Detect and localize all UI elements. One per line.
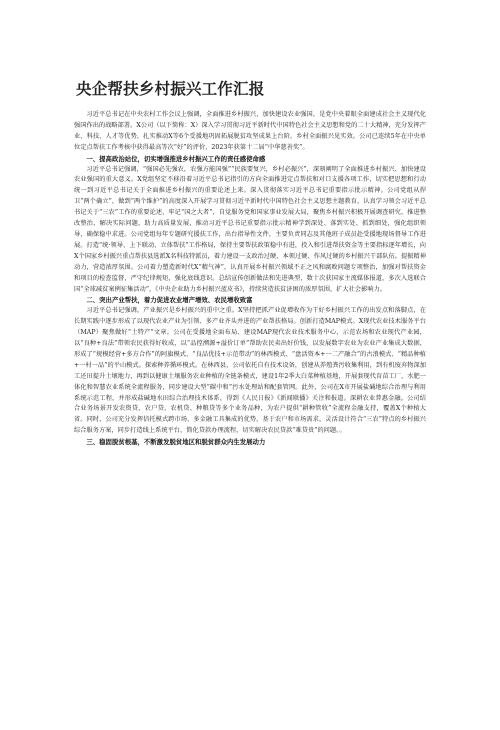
section-body-2: 习近平总书记强调，产业振兴是乡村振兴的重中之重。X坚持把抓产业促增收作为干好乡村振兴工作的出发点和落脚点，在长期实践中逐步形成了以现代农业产业为引领、多产业齐头并进的产业帮扶格局。创新打造MAP模式。X现代农业技术服务平台（MAP）聚焦做好“土特产”文章。公司在受援地全面布局、建设MAP现代农业技术服务中心、示范农场和农业现代产业园，以“良种+良法”带领农民获得好收成，以“品控溯源+溢价订单”帮助农民卖出好价钱，以发展数字农业为农业产业集成大数据，形成了“规模经营+多方合作”的阿旗模式、“良品优技+示范带动”的林西模式、“盘活资本+一二产融合”的古浪模式、“精品种植+一村一品”的平山模式。探索种养循环模式。在林西县，公司依托自有技术设备，创建从养殖粪污收集利用，到有机废弃物深加工还田提升土壤地力，再到以健康土壤服务农业种植的全链条模式，建设1年2季大白菜种植基地，开展套现代育苗工厂、水肥一体化和智慧农业系统全流程服务，同步建设大型“碳中和”污水处理站和配套管网。此外，公司在X市开展盐碱地综合治理与利用系统示范工程，并形成盐碱地水田综合治理技术体系，得到《人民日报》《新闻联播》关注和报道。深耕农业普惠金融。公司结合业务场景开发农资贷、农户贷、农机贷、种粮贷等多个业务品种，为农户提供“耕种管收”全流程金融支持，覆盖X个种植大省。同时，公司充分发挥信托模式跨市场、多金融工具集成的优势，基于农户和市场需求，灵活设计符合“三农”特点的乡村振兴综合服务方案，同步打造线上系统平台，简化贷款办理流程，切实解决农民贷款“难贷贵”的问题。。 [74,307,426,435]
page-title: 央企帮扶乡村振兴工作汇报 [76,80,265,98]
section-heading-1: 一、提高政治站位，切实增强推进乡村振兴工作的责任感使命感 [86,154,266,163]
intro-paragraph: 习近平总书记在中央农村工作会议上强调，全面推进乡村振兴，加快建设农业强国，是党中央着眼全面建成社会主义现代化强国作出的战略部署。X公司（以下简称：X）深入学习贯彻习近平新时代中国特色社会主义思想和党的二十大精神，充分发挥产业、科技、人才等优势，扎实推动X等6个受援地巩固拓展脱贫攻坚成果上台阶，乡村全面振兴见实效。公司已连续5年在中央单位定点帮扶工作考核中获得最高等次“好”的评价，2023年获第十二届“中华慈善奖”。 [74,111,426,151]
document-body [74,110,426,730]
section-body-1: 习近平总书记强调，“强国必先强农，农强方能国强”“民族要复兴，乡村必振兴”，深刻阐明了全面推进乡村振兴、加快建设农业强国的重大意义。X党组坚定不移沿着习近平总书记指引的方向全面推进定点帮扶和对口支援各项工作，切实把思想和行动统一到习近平总书记关于全面推进乡村振兴的重要论述上来。深入贯彻落实习近平总书记重要指示批示精神。公司党组从捍卫“两个确立”，做到“两个维护”的高度深入开展学习贯彻习近平新时代中国特色社会主义思想主题教育，认真学习领会习近平总书记关于“三农”工作的重要论述，牢记“国之大者”，自觉服务党和国家事业发展大局，聚焦乡村振兴积极开展调查研究、推进整改整治、解决实际问题、助力高质量发展，推动习近平总书记重要指示批示精神学到深处、落到实处、抓到细处，强化组织领导，确保稳中求进。公司党组每年专题研究援扶工作，出台指导性文件，主要负责同志及其他班子成员赴受援地现场督导工作进展。打造“统·领导、上下联动、立体帮扶”工作格局，保持主要帮扶政策稳中有进，投入和引进帮扶资金等主要指标逐年增长，向X个国家乡村振兴重点帮扶县选派X名科技特派员，着力建设一支政治过硬、本领过硬、作风过硬的乡村振兴干部队伍。提振精神动力，营造浓厚氛围。公司着力塑造新时代X“精气神”，认真开展乡村振兴领域不正之风和腐败问题专项整治，加强对帮扶资金和项目的检查监督，严守纪律规矩，强化底线意识。总结宣传创新做法和先进典型，数十次获国家主流媒体报道，多次入选联合国“全球减贫案例征集活动”，《中央企业助力乡村振兴蓝皮书》，持续营造扶贫济困的浓厚氛围，扩大社会影响力。 [74,165,426,293]
section-heading-3: 三、稳固脱贫根基，不断激发脱贫地区和脱贫群众内生发展动力 [86,438,266,447]
section-heading-2: 二、突出产业帮扶，着力促进农业增产增效、农民增收致富 [86,296,253,305]
